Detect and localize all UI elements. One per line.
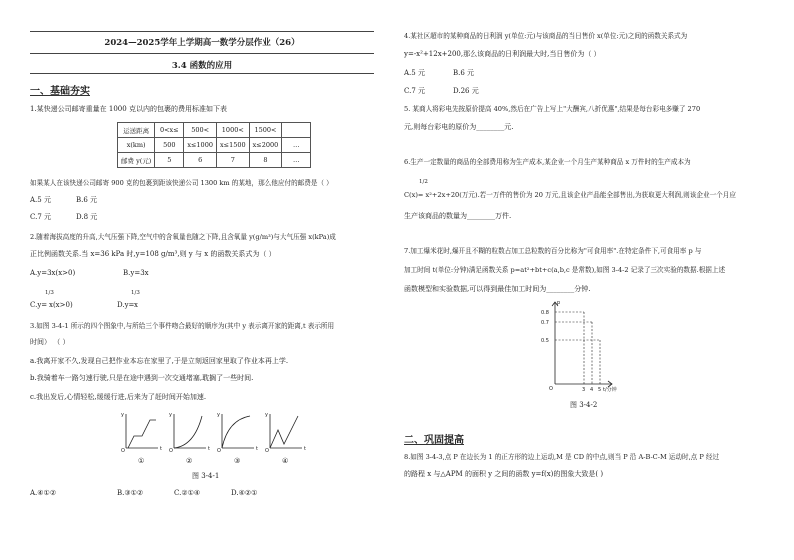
- graph-2: [174, 414, 206, 448]
- q5-line1: 5. 某商人将彩电先按原价提高 40%,然后在广告上写上"大酬宾,八折优惠",结果是每台彩电多赚了 270: [404, 105, 701, 113]
- q4-option-c: C.7 元: [404, 87, 426, 95]
- graph-label: ④: [282, 457, 289, 465]
- table-cell: 运送距离: [118, 123, 155, 138]
- q6-fraction: 1/2: [419, 179, 428, 185]
- graph-label: ①: [138, 457, 145, 465]
- graph-1: [126, 414, 158, 448]
- q8-line1: 8.如图 3-4-3,点 P 在边长为 1 的正方形的边上运动,M 是 CD 的中点,则当 P 沿 A-B-C-M 运动时,点 P 经过: [404, 453, 720, 461]
- q3-option-b: B.③①②: [117, 489, 144, 497]
- chart-ylabel: p: [557, 300, 561, 306]
- q4-option-a: A.5 元: [404, 69, 425, 77]
- svg-text:O: O: [265, 448, 269, 454]
- q4-option-b: B.6 元: [453, 69, 475, 77]
- q6-line3: 生产该商品的数量为________万件.: [404, 212, 512, 220]
- chart-ytick: 0.7: [541, 320, 549, 326]
- svg-text:O: O: [217, 448, 221, 454]
- q2-option-c: x(x>0): [49, 301, 73, 309]
- q2-option-d-fraction: 1/3: [131, 290, 140, 296]
- q1-option-a: A.5 元: [30, 196, 51, 204]
- chart-origin: O: [549, 386, 553, 392]
- q3-option-c: C.②①④: [174, 489, 201, 497]
- q1-line2: 如果某人在该快递公司邮寄 900 克的包裹到距该快递公司 1300 km 的某地，那么他应付的邮费是（ ）: [30, 179, 333, 187]
- chart-ytick: 0.8: [541, 310, 549, 316]
- q4-line1: 4.某社区超市的某种商品的日利润 y(单位:元)与该商品的当日售价 x(单位:元)之间的函数关系式为: [404, 32, 688, 40]
- section-subtitle: 3.4 函数的应用: [171, 61, 233, 71]
- q3-line1: 3.如图 3-4-1 所示的四个图象中,与所给三个事件吻合最好的顺序为(其中 y 表示离开家的距离,t 表示所用: [30, 322, 335, 330]
- chart-xtick: 4: [590, 387, 594, 393]
- q2-option-d-prefix: D.y=: [117, 301, 135, 309]
- table-cell: x≤1500: [216, 138, 249, 153]
- q1-option-c: C.7 元: [30, 213, 52, 221]
- chart-xtick: 5: [598, 387, 602, 393]
- svg-text:t: t: [208, 446, 210, 452]
- table-row: [118, 123, 311, 138]
- figure-caption-3-4-2: 图 3-4-2: [570, 401, 598, 409]
- table-cell: 1500<: [249, 123, 282, 138]
- section-underline: [404, 444, 464, 445]
- svg-text:O: O: [169, 448, 173, 454]
- q6-line2: C(x)= x²+2x+20(万元).若一万件的售价为 20 万元,且该企业产品能全部售出,为获取更大利润,则该企业一个月应: [404, 191, 736, 199]
- graph-label: ③: [234, 457, 241, 465]
- table-cell: 8: [249, 153, 282, 168]
- q6-line1: 6.生产一定数量的商品的全部费用称为生产成本,某企业一个月生产某种商品 x 万件时的生产成本为: [404, 158, 691, 166]
- svg-text:t: t: [304, 446, 306, 452]
- q4-option-d: D.26 元: [453, 87, 479, 95]
- q3-event-b: b.我骑着车一路匀速行驶,只是在途中遇到一次交通堵塞,耽搁了一些时间.: [30, 374, 254, 382]
- svg-text:t: t: [256, 446, 258, 452]
- q8-line2: 的路程 x 与△APM 的面积 y 之间的函数 y=f(x)的图象大致是( ): [404, 470, 604, 478]
- worksheet-title: 2024—2025学年上学期高一数学分层作业（26）: [104, 38, 300, 48]
- section-basic-heading: 一、基础夯实: [30, 86, 90, 97]
- q3-option-d: D.④②①: [231, 489, 258, 497]
- chart-xtick: 3: [582, 387, 586, 393]
- graph-label: ②: [186, 457, 193, 465]
- q3-line2: 时间） （ ）: [30, 338, 70, 346]
- q2-option-d: x: [134, 301, 138, 309]
- graph-3: [222, 414, 254, 448]
- q2-option-c-fraction: 1/3: [45, 290, 54, 296]
- chart-xlabel: t/分钟: [603, 387, 617, 393]
- svg-text:y: y: [217, 412, 220, 418]
- table-row: [118, 138, 311, 153]
- q3-graphs-figure: [116, 408, 306, 468]
- q3-event-a: a.我离开家不久,发现自己把作业本忘在家里了,于是立刻返回家里取了作业本再上学.: [30, 357, 289, 365]
- q3-option-a: A.④①②: [30, 489, 57, 497]
- q2-option-b: B.y=3x: [123, 269, 149, 277]
- svg-text:y: y: [121, 412, 124, 418]
- table-cell: 1000<: [216, 123, 249, 138]
- table-cell: 500<: [184, 123, 217, 138]
- table-cell: x≤2000: [249, 138, 282, 153]
- q2-line2: 正比例函数关系.当 x=36 kPa 时,y=108 g/m³,则 y 与 x 的函数关系式为（ ）: [30, 250, 276, 258]
- svg-text:y: y: [265, 412, 268, 418]
- q4-line2: y=-x²+12x+200,那么该商品的日利润最大时,当日售价为（ ）: [404, 50, 601, 58]
- figure-caption-3-4-1: 图 3-4-1: [192, 472, 220, 480]
- table-row: [118, 153, 311, 168]
- table-cell: …: [282, 153, 311, 168]
- q7-line2: 加工时间 t(单位:分钟)满足函数关系 p=at²+bt+c(a,b,c 是常数),如图 3-4-2 记录了三次实验的数据.根据上述: [404, 266, 726, 274]
- q2-option-a: A.y=3x(x>0): [30, 269, 76, 277]
- q2-option-c-prefix: C.y=: [30, 301, 48, 309]
- q1-option-d: D.8 元: [76, 213, 98, 221]
- table-cell: x≤1000: [184, 138, 217, 153]
- table-cell: 5: [155, 153, 184, 168]
- table-cell: …: [282, 138, 311, 153]
- fee-table: [117, 122, 311, 168]
- table-cell: 0<x≤: [155, 123, 184, 138]
- q7-line3: 函数模型和实验数据,可以得到最佳加工时间为________分钟.: [404, 285, 591, 293]
- section-underline: [30, 95, 90, 96]
- graph-4: [270, 414, 302, 448]
- table-cell: 7: [216, 153, 249, 168]
- q1-text: 1.某快递公司邮寄重量在 1000 克以内的包裹的费用标准如下表: [30, 105, 227, 113]
- table-cell: x(km): [118, 138, 155, 153]
- section-advanced-heading: 二、巩固提高: [404, 435, 464, 446]
- q3-event-c: c.我出发后,心情轻松,缓缓行进,后来为了赶时间开始加速.: [30, 393, 207, 401]
- q5-line2: 元,则每台彩电的原价为________元.: [404, 123, 514, 131]
- table-cell: 邮费 y(元): [118, 153, 155, 168]
- svg-text:O: O: [121, 448, 125, 454]
- table-cell: 500: [155, 138, 184, 153]
- q7-line1: 7.加工爆米花时,爆开且不糊的粒数占加工总粒数的百分比称为"可食用率".在特定条件下,可食用率 p 与: [404, 247, 702, 255]
- q1-option-b: B.6 元: [76, 196, 98, 204]
- q7-chart: [540, 296, 620, 392]
- table-cell: [282, 123, 311, 138]
- svg-text:t: t: [160, 446, 162, 452]
- q2-line1: 2.随着海拔高度的升高,大气压强下降,空气中的含氧量也随之下降,且含氧量 y(g/m³)与大气压强 x(kPa)成: [30, 233, 336, 241]
- table-cell: 6: [184, 153, 217, 168]
- svg-text:y: y: [169, 412, 172, 418]
- chart-ytick: 0.5: [541, 338, 549, 344]
